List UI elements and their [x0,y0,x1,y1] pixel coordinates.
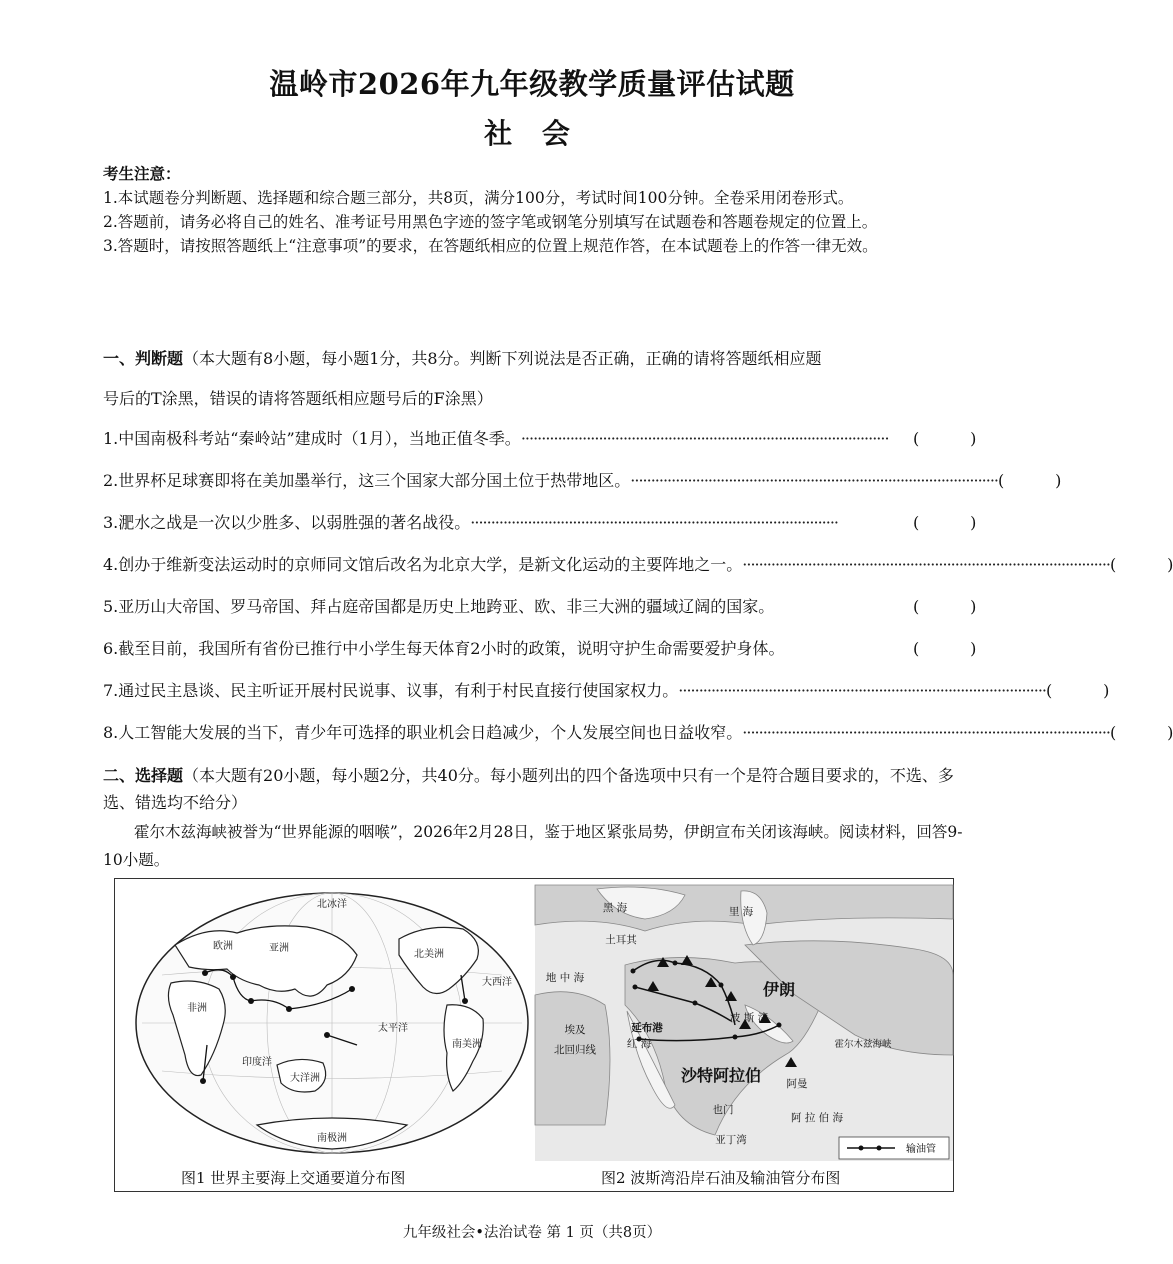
answer-blank: ( ) [1110,723,1173,742]
label-arctic: 北冰洋 [317,899,347,910]
label-africa: 非洲 [187,1003,207,1014]
label-arabian-sea: 阿 拉 伯 海 [790,1112,844,1124]
label-persian-gulf: 波 斯 湾 [729,1012,769,1024]
label-asia: 亚洲 [269,943,289,954]
notice-item-1: 1.本试题卷分判断题、选择题和综合题三部分，共8页，满分100分，考试时间100分钟。全卷采用闭卷形式。 [103,189,854,207]
label-caspian: 里 海 [728,906,754,918]
legend-label: 输油管 [906,1144,936,1155]
notice-heading: 考生注意： [103,164,181,183]
question-text: 7.通过民主恳谈、民主听证开展村民说事、议事，有利于村民直接行使国家权力。 [103,681,679,700]
question-4: 4.创办于维新变法运动时的京师同文馆后改名为北京大学，是新文化运动的主要阵地之一。 ·························································································· ( ) [103,552,975,578]
answer-blank: ( ) [998,471,1062,490]
question-5 [103,594,975,620]
label-black-sea: 黑 海 [602,902,628,914]
section1-header [103,346,983,372]
pipeline-legend [839,1137,949,1159]
material-paragraph: 霍尔木兹海峡被誉为“世界能源的咽喉”，2026年2月28日，鉴于地区紧张局势，伊朗宣布关闭该海峡。阅读材料，回答9-10小题。 [103,823,963,869]
section2-header [103,762,975,816]
label-indian: 印度洋 [242,1057,272,1068]
section1-desc: （本大题有8小题，每小题1分，共8分。判断下列说法是否正确，正确的请将答题纸相应题 [183,349,822,368]
answer-blank: ( ) [1110,555,1173,574]
label-gulf-aden: 亚丁湾 [715,1134,747,1146]
persian-gulf-map-figure [535,885,953,1161]
figure-frame [114,878,954,1192]
label-oman: 阿曼 [786,1078,808,1090]
label-yemen: 也门 [712,1104,734,1116]
question-6 [103,636,975,662]
answer-blank: ( ) [913,597,977,616]
answer-blank: ( ) [913,429,977,448]
figure2-caption: 图2 波斯湾沿岸石油及输油管分布图 [601,1169,841,1187]
label-yanbu: 延布港 [631,1022,663,1034]
question-text: 2.世界杯足球赛即将在美加墨举行，这三个国家大部分国土位于热带地区。 [103,471,631,490]
section2-desc: （本大题有20小题，每小题2分，共40分。每小题列出的四个备选项中只有一个是符合题目要求的，不选、多选、错选均不给分） [103,766,954,812]
figure1-caption: 图1 世界主要海上交通要道分布图 [181,1169,406,1187]
section2-label: 二、选择题 [103,766,184,785]
notice-block [103,162,975,258]
label-europe: 欧洲 [213,941,233,952]
question-3: 3.淝水之战是一次以少胜多、以弱胜强的著名战役。 ·························································································· ( ) [103,510,975,536]
label-iran: 伊朗 [762,980,796,999]
question-text: 5.亚历山大帝国、罗马帝国、拜占庭帝国都是历史上地跨亚、欧、非三大洲的疆域辽阔的国家。 [103,597,775,616]
notice-item-2: 2.答题前，请务必将自己的姓名、准考证号用黑色字迹的签字笔或钢笔分别填写在试题卷和答题卷规定的位置上。 [103,213,878,231]
question-text: 3.淝水之战是一次以少胜多、以弱胜强的著名战役。 [103,513,471,532]
label-atlantic: 大西洋 [482,977,512,988]
exam-title: 温岭市2026年九年级教学质量评估试题 [269,67,795,101]
label-saudi: 沙特阿拉伯 [680,1066,762,1085]
world-map-figure [127,885,537,1161]
question-text: 6.截至目前，我国所有省份已推行中小学生每天体育2小时的政策，说明守护生命需要爱护身体。 [103,639,785,658]
notice-item-3: 3.答题时，请按照答题纸上“注意事项”的要求，在答题纸相应的位置上规范作答，在本试题卷上的作答一律无效。 [103,237,878,255]
label-turkey: 土耳其 [605,934,637,946]
page-footer: 九年级社会•法治试卷 第 1 页（共8页） [402,1225,662,1241]
section1-desc2: 号后的T涂黑，错误的请将答题纸相应题号后的F涂黑） [103,389,493,408]
label-egypt: 埃及 [564,1024,586,1036]
question-text: 1.中国南极科考站“秦岭站”建成时（1月），当地正值冬季。 [103,429,521,448]
label-red-sea: 红 海 [626,1038,652,1050]
question-7: 7.通过民主恳谈、民主听证开展村民说事、议事，有利于村民直接行使国家权力。 ·························································································· ( ) [103,678,975,704]
label-north-america: 北美洲 [414,949,444,960]
label-hormuz: 霍尔木兹海峡 [834,1039,892,1050]
label-antarctica: 南极洲 [317,1133,347,1144]
question-text: 4.创办于维新变法运动时的京师同文馆后改名为北京大学，是新文化运动的主要阵地之一。 [103,555,743,574]
answer-blank: ( ) [1046,681,1110,700]
label-pacific: 太平洋 [378,1023,408,1034]
subject-title: 社 会 [484,117,580,150]
question-1: 1.中国南极科考站“秦岭站”建成时（1月），当地正值冬季。 ·························································································· ( ) [103,426,975,452]
question-text: 8.人工智能大发展的当下，青少年可选择的职业机会日趋减少，个人发展空间也日益收窄。 [103,723,743,742]
answer-blank: ( ) [913,639,977,658]
label-tropic: 北回归线 [554,1044,596,1056]
label-oceania: 大洋洲 [290,1073,320,1084]
question-8: 8.人工智能大发展的当下，青少年可选择的职业机会日趋减少，个人发展空间也日益收窄。 ·························································································· ( ) [103,720,975,746]
section1-label: 一、判断题 [103,349,184,368]
answer-blank: ( ) [913,513,977,532]
question-2: 2.世界杯足球赛即将在美加墨举行，这三个国家大部分国土位于热带地区。 ·························································································· ( ) [103,468,975,494]
label-mediterranean: 地 中 海 [545,972,585,984]
label-south-america: 南美洲 [452,1039,482,1050]
